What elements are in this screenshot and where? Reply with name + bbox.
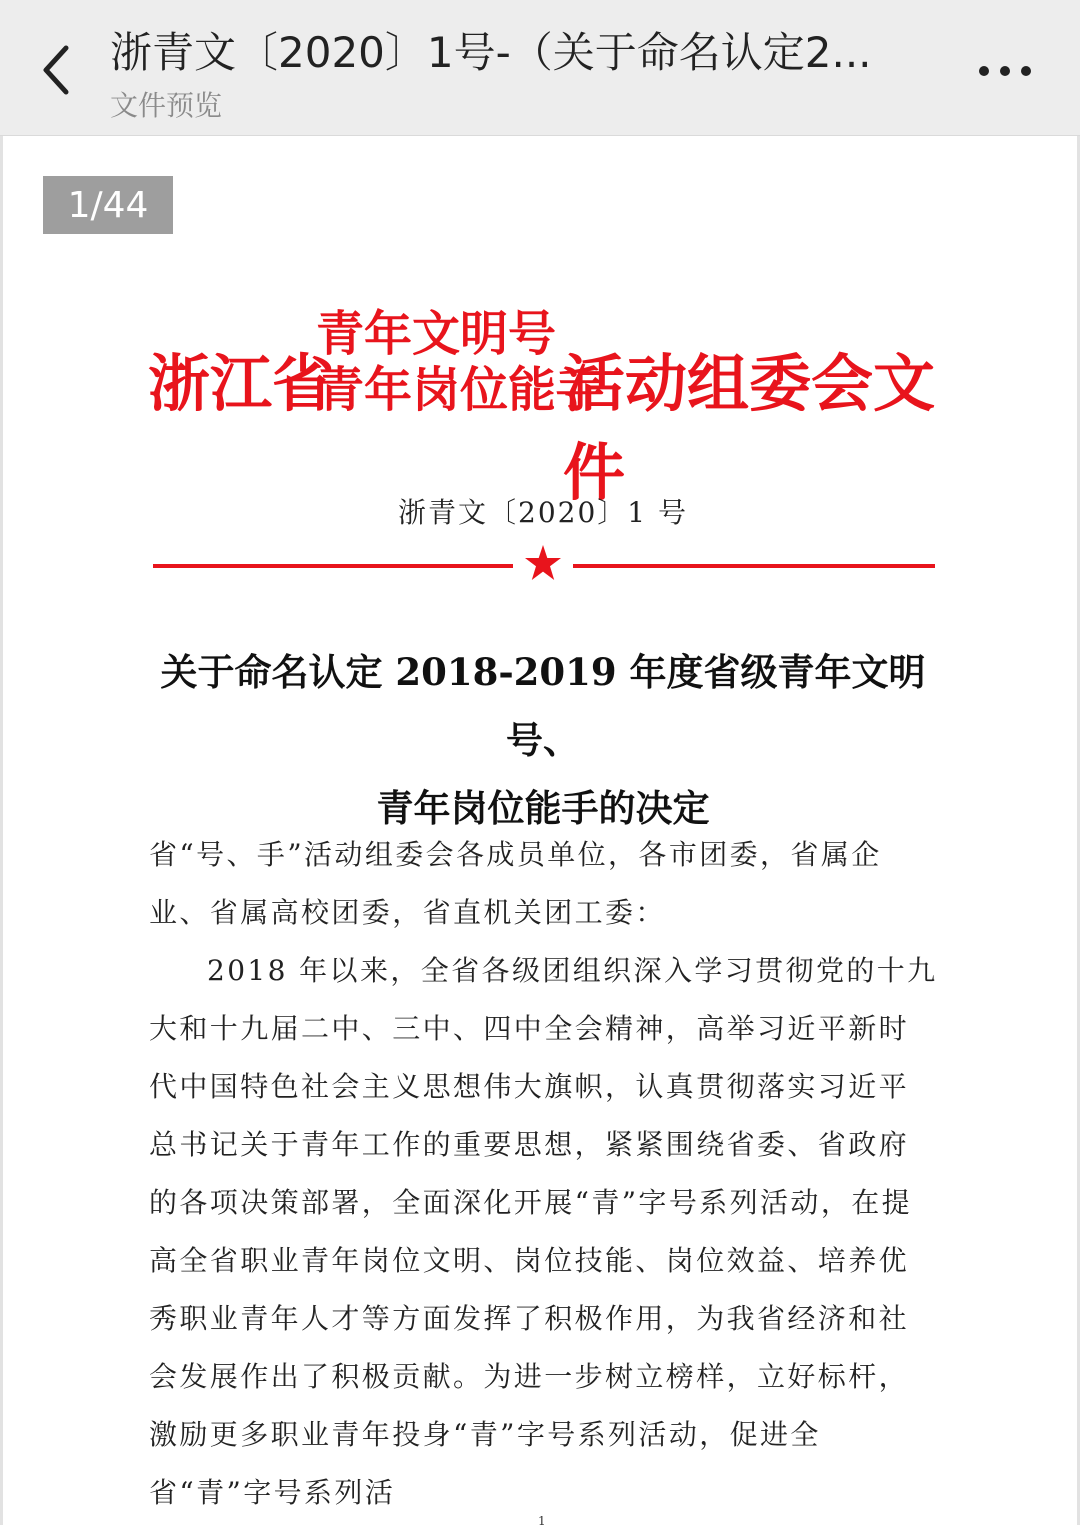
document-number: 浙青文〔2020〕1 号 [398, 496, 688, 529]
issuer-header-stack [316, 306, 604, 418]
page-indicator: 1/44 [43, 176, 173, 234]
body-paragraph: 2018 年以来，全省各级团组织深入学习贯彻党的十九大和十九届二中、三中、四中全会精神，高举习近平新时代中国特色社会主义思想伟大旗帜，认真贯彻落实习近平总书记关于青年工作的重要思想，紧紧围绕省委、省政府的各项决策部署，全面深化开展“青”字号系列活动，在提高全省职业青年岗位文明、岗位技能、岗位效益、培养优秀职业青年人才等方面发挥了积极作用，为我省经济和社会发展作出了积极贡献。为进一步树立榜样，立好标杆，激励更多职业青年投身“青”字号系列活动，促进全省“青”字号系列活 [149, 954, 938, 1509]
issuer-header [148, 306, 938, 509]
decision-title-line1: 关于命名认定 2018-2019 年度省级青年文明号、 [160, 650, 926, 762]
red-divider-right [573, 564, 935, 568]
issuer-header-right: 活动组委会文件 [563, 347, 936, 509]
salutation: 省“号、手”活动组委会各成员单位，各市团委，省属企业、省属高校团委，省直机关团工委： [149, 838, 882, 929]
issuer-header-left: 浙江省 [148, 347, 335, 420]
header-subtitle: 文件预览 [110, 89, 223, 122]
issuer-header-stack-bottom: 青年岗位能手 [316, 362, 605, 418]
app-header [0, 0, 1080, 136]
issuer-header-stack-top: 青年文明号 [316, 306, 557, 362]
document-viewer[interactable] [0, 136, 1080, 1525]
decision-title [143, 638, 943, 842]
document-body [149, 826, 939, 1522]
more-horizontal-icon [977, 64, 1033, 78]
back-button[interactable] [20, 30, 92, 110]
decision-title-line2: 青年岗位能手的决定 [376, 786, 710, 830]
red-divider-left [153, 564, 513, 568]
page-number: 1 [538, 1514, 546, 1525]
star-icon [524, 544, 562, 582]
chevron-left-icon [38, 44, 74, 96]
document-title: 浙青文〔2020〕1号-（关于命名认定2... [110, 28, 872, 77]
more-options-button[interactable] [960, 36, 1050, 106]
